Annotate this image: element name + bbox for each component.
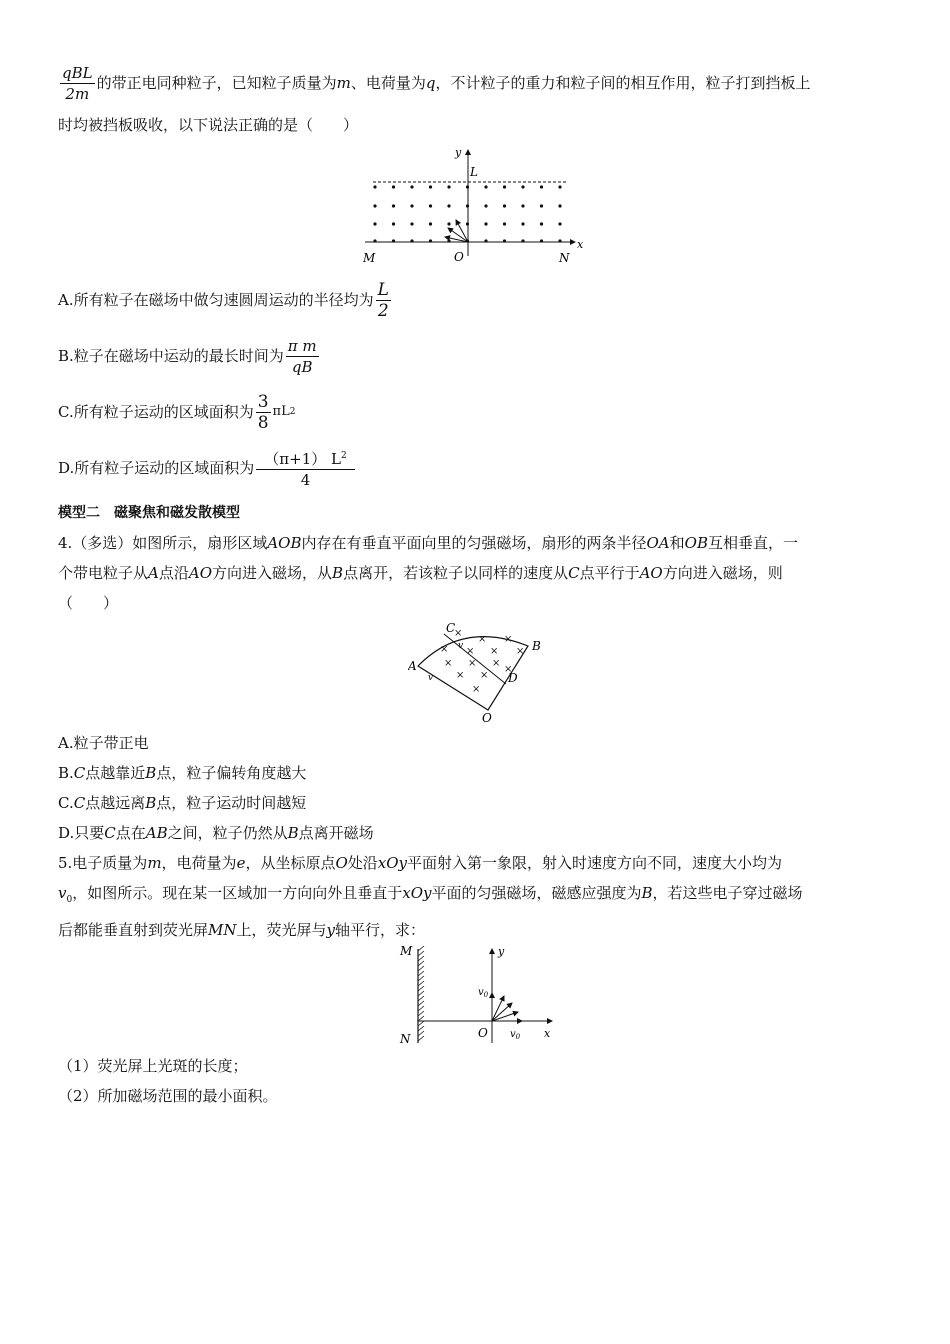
field-dot <box>540 239 543 242</box>
text: 5.电子质量为 <box>58 854 148 872</box>
field-dot <box>429 239 432 242</box>
label-O: O <box>482 711 492 724</box>
hatch-line <box>418 996 424 1001</box>
hatch-line <box>418 981 424 986</box>
var: O <box>335 854 348 872</box>
label-O: O <box>478 1026 488 1040</box>
fraction-numerator: L <box>377 279 389 300</box>
var: v <box>58 884 67 902</box>
document-page <box>58 60 894 1111</box>
q5-subquestion-1: （1）荧光屏上光斑的长度； <box>58 1057 248 1075</box>
field-dot <box>503 222 506 225</box>
var: OA <box>646 534 670 552</box>
var: B <box>145 764 157 782</box>
q3-intro-line-2: 时均被挡板吸收，以下说法正确的是（ ） <box>58 116 359 134</box>
hatch-line <box>418 1001 424 1006</box>
fraction-numerator: 3 <box>257 391 269 412</box>
label-O: O <box>454 250 464 264</box>
text: 处沿 <box>347 854 378 872</box>
fraction-denominator: 8 <box>257 412 269 433</box>
q5-line-3 <box>58 915 894 945</box>
field-dot <box>503 185 506 188</box>
y-axis-label: y <box>498 945 505 958</box>
text: ，电荷量为 <box>161 854 237 872</box>
field-dot <box>447 185 450 188</box>
v-symbol: v <box>510 1029 516 1040</box>
text: 轴平行，求： <box>335 921 426 939</box>
text: 点沿 <box>158 564 189 582</box>
var: B <box>332 564 344 582</box>
var: e <box>236 854 246 872</box>
text: 、电荷量为 <box>350 74 426 92</box>
var: B <box>641 884 653 902</box>
hatch-line <box>418 951 424 956</box>
field-dot <box>540 204 543 207</box>
x-axis-label: x <box>544 1027 551 1040</box>
text: 平面的匀强磁场，磁感应强度为 <box>431 884 642 902</box>
var-m: m <box>336 74 351 92</box>
var: xOy <box>377 854 408 872</box>
var: MN <box>208 921 237 939</box>
hatch-line <box>418 1016 424 1021</box>
subscript: 0 <box>515 1033 521 1041</box>
superscript: 2 <box>289 407 296 417</box>
hatch-line <box>418 1006 424 1011</box>
var: C <box>568 564 580 582</box>
field-dot <box>447 239 450 242</box>
text: 的带正电同种粒子，已知粒子质量为 <box>96 74 337 92</box>
q5-line-1 <box>58 848 894 878</box>
field-dot <box>410 239 413 242</box>
text: 后都能垂直射到荧光屏 <box>58 921 209 939</box>
field-cross: × <box>492 658 501 669</box>
field-dot <box>558 222 561 225</box>
y-axis-label: y <box>455 146 462 159</box>
text: A.所有粒子在磁场中做匀速圆周运动的半径均为 <box>58 291 374 309</box>
var: m <box>147 854 162 872</box>
hatch-line <box>418 1036 424 1041</box>
text: B.粒子在磁场中运动的最长时间为 <box>58 347 284 365</box>
q4-line-2 <box>58 558 894 588</box>
field-cross: × <box>444 658 453 669</box>
field-dot <box>466 204 469 207</box>
hatch-line <box>418 991 424 996</box>
hatch-line <box>418 1021 424 1026</box>
field-cross: × <box>466 646 475 657</box>
q3-option-d <box>58 440 894 496</box>
field-dot <box>410 204 413 207</box>
text: 个带电粒子从 <box>58 564 149 582</box>
var: AB <box>145 824 168 842</box>
q5-line-2 <box>58 878 894 915</box>
label-B: B <box>532 639 541 653</box>
var: A <box>148 564 159 582</box>
label-v0 <box>510 1029 521 1041</box>
q4-line-1 <box>58 528 894 558</box>
label-A: A <box>408 659 417 673</box>
var: OB <box>684 534 708 552</box>
text: 内存在有垂直平面向里的匀强磁场，扇形的两条半径 <box>301 534 647 552</box>
field-cross: × <box>472 684 481 695</box>
field-dot <box>521 239 524 242</box>
field-cross: × <box>456 670 465 681</box>
text: 互相垂直，一 <box>707 534 798 552</box>
field-cross: × <box>468 658 477 669</box>
q5-screen-figure <box>398 945 568 1049</box>
superscript: 2 <box>340 451 347 461</box>
field-dot <box>466 222 469 225</box>
field-dot <box>521 222 524 225</box>
field-dot <box>558 239 561 242</box>
field-dot <box>429 222 432 225</box>
v-symbol: v <box>478 987 484 998</box>
label-N: N <box>400 1032 411 1046</box>
hatch-line <box>418 1011 424 1016</box>
field-dot <box>373 204 376 207</box>
text: D.所有粒子运动的区域面积为 <box>58 459 255 477</box>
field-dot <box>410 222 413 225</box>
field-cross: × <box>504 664 513 675</box>
text: 4.（多选）如图所示，扇形区域 <box>58 534 268 552</box>
subscript: 0 <box>483 991 489 999</box>
section-title: 模型二 磁聚焦和磁发散模型 <box>58 505 240 521</box>
text: ，如图所示。现在某一区域加一方向向外且垂直于 <box>72 884 403 902</box>
hatch-line <box>418 986 424 991</box>
fraction <box>256 392 271 433</box>
label-D: D <box>508 671 518 685</box>
text: 之间，粒子仍然从 <box>167 824 288 842</box>
field-cross: × <box>440 644 449 655</box>
field-dot <box>503 239 506 242</box>
field-dot <box>484 185 487 188</box>
field-dot <box>410 185 413 188</box>
field-cross: × <box>480 670 489 681</box>
field-dot <box>484 204 487 207</box>
hatch-line <box>418 976 424 981</box>
numerator-text: （π+1） L <box>264 450 341 468</box>
hatch-line <box>418 956 424 961</box>
label-M: M <box>400 945 413 958</box>
x-axis-label: x <box>577 238 584 251</box>
field-dot <box>503 204 506 207</box>
text: 点越远离 <box>85 794 146 812</box>
field-dot <box>521 204 524 207</box>
field-cross: × <box>478 634 487 645</box>
field-dot <box>558 204 561 207</box>
text: πL <box>272 404 290 419</box>
q4-option-a: A.粒子带正电 <box>58 734 149 752</box>
velocity-arrow <box>492 1003 512 1021</box>
var: AOB <box>267 534 302 552</box>
field-dot <box>521 185 524 188</box>
var: C <box>104 824 116 842</box>
text: ，不计粒子的重力和粒子间的相互作用，粒子打到挡板上 <box>435 74 811 92</box>
var: B <box>287 824 299 842</box>
text: B. <box>58 764 74 782</box>
text: 平面射入第一象限，射入时速度方向不同，速度大小均为 <box>407 854 783 872</box>
q3-field-figure <box>363 144 593 272</box>
var-q: q <box>425 74 436 92</box>
label-M: M <box>363 251 376 265</box>
fraction-numerator <box>256 446 354 470</box>
subscript: 0 <box>66 895 73 905</box>
field-dot <box>540 222 543 225</box>
field-cross: × <box>490 646 499 657</box>
field-dot <box>484 222 487 225</box>
hatch-line <box>418 1026 424 1031</box>
hatch-line <box>418 1031 424 1036</box>
field-dot <box>429 204 432 207</box>
var: xOy <box>402 884 432 902</box>
field-cross: × <box>504 634 513 645</box>
var: AO <box>188 564 213 582</box>
text: 点，粒子偏转角度越大 <box>156 764 307 782</box>
label-v: v <box>428 673 434 683</box>
label-C: C <box>446 621 456 635</box>
fraction <box>256 446 354 490</box>
text: 点在 <box>115 824 146 842</box>
var: B <box>145 794 157 812</box>
field-dot <box>484 239 487 242</box>
q3-intro-fraction <box>60 63 95 104</box>
field-dot <box>373 185 376 188</box>
q5-subquestion-2: （2）所加磁场范围的最小面积。 <box>58 1087 278 1105</box>
field-dot <box>540 185 543 188</box>
text: C. <box>58 794 74 812</box>
field-dot <box>558 185 561 188</box>
q3-intro-line-1 <box>58 60 894 106</box>
q3-option-a <box>58 272 894 328</box>
q4-line-3: （ ） <box>58 594 119 612</box>
label-v: v <box>458 641 464 651</box>
text: D.只要 <box>58 824 105 842</box>
text: 方向进入磁场，从 <box>212 564 333 582</box>
field-dot <box>392 204 395 207</box>
fraction <box>376 280 391 321</box>
fraction-numerator: qBL <box>62 63 93 82</box>
text: ，从坐标原点 <box>245 854 336 872</box>
text: 点越靠近 <box>85 764 146 782</box>
field-dot <box>392 222 395 225</box>
text: 和 <box>669 534 685 552</box>
field-cross: × <box>516 646 525 657</box>
text: 点离开磁场 <box>298 824 374 842</box>
field-cross: × <box>454 628 463 639</box>
hatch-line <box>418 966 424 971</box>
var: AO <box>639 564 663 582</box>
field-dot <box>392 185 395 188</box>
hatch-line <box>418 961 424 966</box>
screen-hatch <box>418 946 424 1041</box>
label-v0 <box>478 987 489 999</box>
q4-option-b <box>58 758 894 788</box>
q4-option-d <box>58 818 894 848</box>
text: 方向进入磁场，则 <box>662 564 783 582</box>
var: C <box>73 794 86 812</box>
q3-option-c <box>58 384 894 440</box>
field-dot <box>392 239 395 242</box>
label-L: L <box>470 165 478 179</box>
field-dot <box>447 222 450 225</box>
text: C.所有粒子运动的区域面积为 <box>58 403 254 421</box>
fraction <box>286 336 319 377</box>
field-dot <box>373 222 376 225</box>
field-dot <box>466 185 469 188</box>
field-dot <box>373 239 376 242</box>
fraction-denominator: 2m <box>65 84 90 103</box>
hatch-line <box>418 971 424 976</box>
fraction-denominator: 2 <box>377 300 389 321</box>
text: 上，荧光屏与 <box>236 921 327 939</box>
field-dot <box>447 204 450 207</box>
text: 点离开，若该粒子以同样的速度从 <box>343 564 569 582</box>
var: y <box>326 921 335 939</box>
text: 点平行于 <box>579 564 640 582</box>
text: 点，粒子运动时间越短 <box>156 794 307 812</box>
field-dot <box>429 185 432 188</box>
text: ，若这些电子穿过磁场 <box>652 884 803 902</box>
fraction-denominator: 4 <box>300 471 311 489</box>
q3-option-b <box>58 328 894 384</box>
fraction-denominator: qB <box>291 357 313 376</box>
fraction-numerator: π m <box>287 336 317 355</box>
hatch-line <box>418 946 424 951</box>
var: C <box>73 764 86 782</box>
q4-sector-figure <box>408 620 558 724</box>
label-N: N <box>559 251 570 265</box>
q4-option-c <box>58 788 894 818</box>
